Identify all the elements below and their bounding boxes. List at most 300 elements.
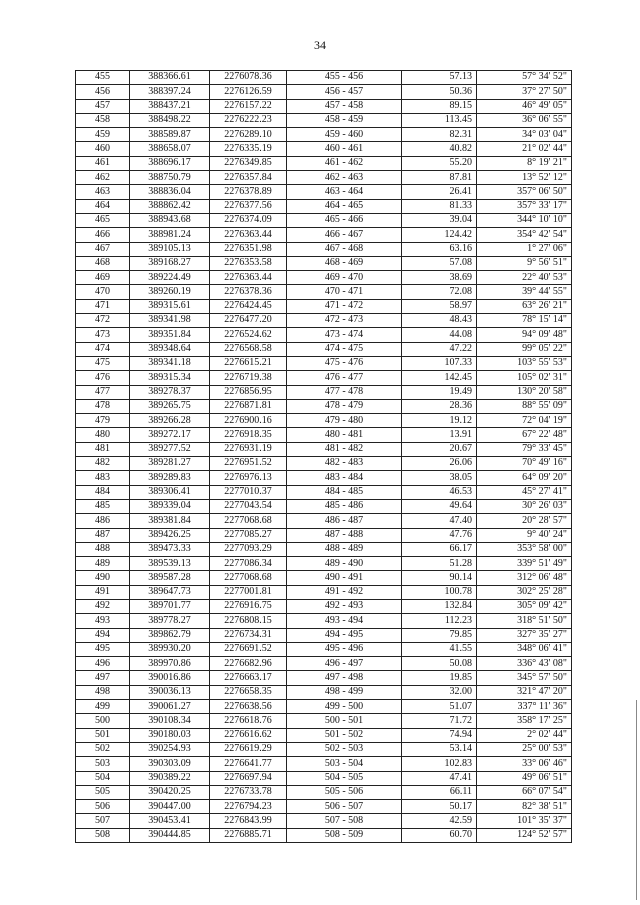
y-coordinate-cell: 2276374.09 (210, 213, 287, 227)
segment-cell: 496 - 497 (287, 657, 402, 671)
distance-cell: 47.41 (402, 771, 477, 785)
distance-cell: 50.08 (402, 657, 477, 671)
distance-cell: 28.36 (402, 399, 477, 413)
distance-cell: 90.14 (402, 571, 477, 585)
table-row (76, 542, 572, 556)
y-coordinate-cell: 2276357.84 (210, 171, 287, 185)
segment-cell: 504 - 505 (287, 771, 402, 785)
segment-cell: 464 - 465 (287, 199, 402, 213)
segment-cell: 508 - 509 (287, 828, 402, 842)
y-coordinate-cell: 2276222.23 (210, 113, 287, 127)
segment-cell: 491 - 492 (287, 585, 402, 599)
y-coordinate-cell: 2276351.98 (210, 242, 287, 256)
y-coordinate-cell: 2276843.99 (210, 814, 287, 828)
table-row (76, 814, 572, 828)
y-coordinate-cell: 2276568.58 (210, 342, 287, 356)
segment-cell: 459 - 460 (287, 128, 402, 142)
point-number-cell: 475 (76, 356, 130, 370)
bearing-cell: 2° 02' 44" (477, 728, 572, 742)
table-row (76, 599, 572, 613)
y-coordinate-cell: 2276638.56 (210, 700, 287, 714)
y-coordinate-cell: 2277093.29 (210, 542, 287, 556)
x-coordinate-cell: 388943.68 (130, 213, 210, 227)
point-number-cell: 458 (76, 113, 130, 127)
segment-cell: 475 - 476 (287, 356, 402, 370)
bearing-cell: 70° 49' 16" (477, 457, 572, 471)
y-coordinate-cell: 2276641.77 (210, 757, 287, 771)
segment-cell: 482 - 483 (287, 457, 402, 471)
distance-cell: 50.17 (402, 800, 477, 814)
x-coordinate-cell: 390036.13 (130, 685, 210, 699)
x-coordinate-cell: 389930.20 (130, 642, 210, 656)
segment-cell: 461 - 462 (287, 156, 402, 170)
distance-cell: 87.81 (402, 171, 477, 185)
bearing-cell: 101° 35' 37" (477, 814, 572, 828)
x-coordinate-cell: 389862.79 (130, 628, 210, 642)
segment-cell: 465 - 466 (287, 213, 402, 227)
point-number-cell: 470 (76, 285, 130, 299)
table-row (76, 728, 572, 742)
y-coordinate-cell: 2276733.78 (210, 785, 287, 799)
bearing-cell: 25° 00' 53" (477, 742, 572, 756)
x-coordinate-cell: 389381.84 (130, 514, 210, 528)
segment-cell: 502 - 503 (287, 742, 402, 756)
point-number-cell: 474 (76, 342, 130, 356)
y-coordinate-cell: 2276378.89 (210, 185, 287, 199)
distance-cell: 124.42 (402, 228, 477, 242)
segment-cell: 499 - 500 (287, 700, 402, 714)
y-coordinate-cell: 2276353.58 (210, 256, 287, 270)
x-coordinate-cell: 389278.37 (130, 385, 210, 399)
point-number-cell: 483 (76, 471, 130, 485)
y-coordinate-cell: 2276616.62 (210, 728, 287, 742)
point-number-cell: 464 (76, 199, 130, 213)
x-coordinate-cell: 389277.52 (130, 442, 210, 456)
point-number-cell: 488 (76, 542, 130, 556)
distance-cell: 100.78 (402, 585, 477, 599)
distance-cell: 50.36 (402, 85, 477, 99)
x-coordinate-cell: 390453.41 (130, 814, 210, 828)
bearing-cell: 64° 09' 20" (477, 471, 572, 485)
bearing-cell: 336° 43' 08" (477, 657, 572, 671)
bearing-cell: 46° 49' 05" (477, 99, 572, 113)
distance-cell: 81.33 (402, 199, 477, 213)
segment-cell: 507 - 508 (287, 814, 402, 828)
x-coordinate-cell: 389306.41 (130, 485, 210, 499)
distance-cell: 63.16 (402, 242, 477, 256)
bearing-cell: 45° 27' 41" (477, 485, 572, 499)
table-row (76, 785, 572, 799)
table-row (76, 485, 572, 499)
point-number-cell: 494 (76, 628, 130, 642)
point-number-cell: 491 (76, 585, 130, 599)
distance-cell: 47.40 (402, 514, 477, 528)
x-coordinate-cell: 389970.86 (130, 657, 210, 671)
y-coordinate-cell: 2276377.56 (210, 199, 287, 213)
bearing-cell: 88° 55' 09" (477, 399, 572, 413)
bearing-cell: 37° 27' 50" (477, 85, 572, 99)
x-coordinate-cell: 389348.64 (130, 342, 210, 356)
segment-cell: 488 - 489 (287, 542, 402, 556)
page-number: 34 (314, 38, 326, 52)
point-number-cell: 486 (76, 514, 130, 528)
bearing-cell: 9° 56' 51" (477, 256, 572, 270)
distance-cell: 41.55 (402, 642, 477, 656)
x-coordinate-cell: 388750.79 (130, 171, 210, 185)
point-number-cell: 498 (76, 685, 130, 699)
distance-cell: 38.05 (402, 471, 477, 485)
segment-cell: 487 - 488 (287, 528, 402, 542)
bearing-cell: 124° 52' 57" (477, 828, 572, 842)
table-row (76, 342, 572, 356)
distance-cell: 42.59 (402, 814, 477, 828)
x-coordinate-cell: 388397.24 (130, 85, 210, 99)
distance-cell: 57.08 (402, 256, 477, 270)
y-coordinate-cell: 2276682.96 (210, 657, 287, 671)
table-row (76, 156, 572, 170)
point-number-cell: 487 (76, 528, 130, 542)
distance-cell: 46.53 (402, 485, 477, 499)
bearing-cell: 312° 06' 48" (477, 571, 572, 585)
bearing-cell: 72° 04' 19" (477, 414, 572, 428)
table-row (76, 85, 572, 99)
segment-cell: 494 - 495 (287, 628, 402, 642)
x-coordinate-cell: 389168.27 (130, 256, 210, 270)
x-coordinate-cell: 389778.27 (130, 614, 210, 628)
bearing-cell: 339° 51' 49" (477, 557, 572, 571)
table-row (76, 457, 572, 471)
distance-cell: 47.76 (402, 528, 477, 542)
table-row (76, 185, 572, 199)
point-number-cell: 479 (76, 414, 130, 428)
x-coordinate-cell: 389224.49 (130, 271, 210, 285)
x-coordinate-cell: 390303.09 (130, 757, 210, 771)
y-coordinate-cell: 2276916.75 (210, 599, 287, 613)
y-coordinate-cell: 2276719.38 (210, 371, 287, 385)
point-number-cell: 497 (76, 671, 130, 685)
bearing-cell: 103° 55' 53" (477, 356, 572, 370)
point-number-cell: 481 (76, 442, 130, 456)
point-number-cell: 478 (76, 399, 130, 413)
point-number-cell: 455 (76, 71, 130, 85)
segment-cell: 497 - 498 (287, 671, 402, 685)
distance-cell: 112.23 (402, 614, 477, 628)
table-row (76, 414, 572, 428)
bearing-cell: 79° 33' 45" (477, 442, 572, 456)
point-number-cell: 471 (76, 299, 130, 313)
distance-cell: 74.94 (402, 728, 477, 742)
segment-cell: 460 - 461 (287, 142, 402, 156)
point-number-cell: 459 (76, 128, 130, 142)
y-coordinate-cell: 2276734.31 (210, 628, 287, 642)
bearing-cell: 94° 09' 48" (477, 328, 572, 342)
point-number-cell: 485 (76, 499, 130, 513)
distance-cell: 19.85 (402, 671, 477, 685)
x-coordinate-cell: 388696.17 (130, 156, 210, 170)
bearing-cell: 49° 06' 51" (477, 771, 572, 785)
y-coordinate-cell: 2276289.10 (210, 128, 287, 142)
x-coordinate-cell: 389701.77 (130, 599, 210, 613)
y-coordinate-cell: 2276424.45 (210, 299, 287, 313)
table-row (76, 642, 572, 656)
segment-cell: 485 - 486 (287, 499, 402, 513)
x-coordinate-cell: 389473.33 (130, 542, 210, 556)
point-number-cell: 506 (76, 800, 130, 814)
point-number-cell: 473 (76, 328, 130, 342)
bearing-cell: 21° 02' 44" (477, 142, 572, 156)
bearing-cell: 30° 26' 03" (477, 499, 572, 513)
point-number-cell: 499 (76, 700, 130, 714)
point-number-cell: 472 (76, 314, 130, 328)
y-coordinate-cell: 2276335.19 (210, 142, 287, 156)
segment-cell: 471 - 472 (287, 299, 402, 313)
bearing-cell: 1° 27' 06" (477, 242, 572, 256)
segment-cell: 489 - 490 (287, 557, 402, 571)
x-coordinate-cell: 389426.25 (130, 528, 210, 542)
bearing-cell: 20° 28' 57" (477, 514, 572, 528)
bearing-cell: 105° 02' 31" (477, 371, 572, 385)
distance-cell: 132.84 (402, 599, 477, 613)
x-coordinate-cell: 389341.98 (130, 314, 210, 328)
segment-cell: 495 - 496 (287, 642, 402, 656)
table-row (76, 528, 572, 542)
bearing-cell: 353° 58' 00" (477, 542, 572, 556)
table-row (76, 614, 572, 628)
x-coordinate-cell: 388437.21 (130, 99, 210, 113)
bearing-cell: 34° 03' 04" (477, 128, 572, 142)
table-row (76, 128, 572, 142)
table-row (76, 571, 572, 585)
point-number-cell: 465 (76, 213, 130, 227)
point-number-cell: 505 (76, 785, 130, 799)
point-number-cell: 462 (76, 171, 130, 185)
table-row (76, 385, 572, 399)
y-coordinate-cell: 2276349.85 (210, 156, 287, 170)
y-coordinate-cell: 2276976.13 (210, 471, 287, 485)
distance-cell: 49.64 (402, 499, 477, 513)
table-row (76, 242, 572, 256)
x-coordinate-cell: 389266.28 (130, 414, 210, 428)
y-coordinate-cell: 2276658.35 (210, 685, 287, 699)
segment-cell: 473 - 474 (287, 328, 402, 342)
point-number-cell: 468 (76, 256, 130, 270)
x-coordinate-cell: 390389.22 (130, 771, 210, 785)
point-number-cell: 467 (76, 242, 130, 256)
y-coordinate-cell: 2276663.17 (210, 671, 287, 685)
segment-cell: 503 - 504 (287, 757, 402, 771)
segment-cell: 484 - 485 (287, 485, 402, 499)
x-coordinate-cell: 389272.17 (130, 428, 210, 442)
table-row (76, 557, 572, 571)
distance-cell: 32.00 (402, 685, 477, 699)
bearing-cell: 13° 52' 12" (477, 171, 572, 185)
segment-cell: 483 - 484 (287, 471, 402, 485)
y-coordinate-cell: 2276918.35 (210, 428, 287, 442)
x-coordinate-cell: 389105.13 (130, 242, 210, 256)
point-number-cell: 463 (76, 185, 130, 199)
distance-cell: 13.91 (402, 428, 477, 442)
segment-cell: 477 - 478 (287, 385, 402, 399)
table-row (76, 142, 572, 156)
y-coordinate-cell: 2276157.22 (210, 99, 287, 113)
x-coordinate-cell: 389587.28 (130, 571, 210, 585)
segment-cell: 506 - 507 (287, 800, 402, 814)
x-coordinate-cell: 389281.27 (130, 457, 210, 471)
table-row (76, 285, 572, 299)
table-row (76, 585, 572, 599)
bearing-cell: 63° 26' 21" (477, 299, 572, 313)
y-coordinate-cell: 2276931.19 (210, 442, 287, 456)
bearing-cell: 57° 34' 52" (477, 71, 572, 85)
bearing-cell: 344° 10' 10" (477, 213, 572, 227)
table-row (76, 271, 572, 285)
bearing-cell: 302° 25' 28" (477, 585, 572, 599)
bearing-cell: 354° 42' 54" (477, 228, 572, 242)
bearing-cell: 33° 06' 46" (477, 757, 572, 771)
point-number-cell: 460 (76, 142, 130, 156)
y-coordinate-cell: 2276871.81 (210, 399, 287, 413)
table-row (76, 314, 572, 328)
distance-cell: 47.22 (402, 342, 477, 356)
x-coordinate-cell: 389289.83 (130, 471, 210, 485)
table-row (76, 299, 572, 313)
table-row (76, 800, 572, 814)
segment-cell: 462 - 463 (287, 171, 402, 185)
table-row (76, 399, 572, 413)
point-number-cell: 477 (76, 385, 130, 399)
distance-cell: 113.45 (402, 113, 477, 127)
distance-cell: 72.08 (402, 285, 477, 299)
segment-cell: 456 - 457 (287, 85, 402, 99)
table-row (76, 228, 572, 242)
distance-cell: 142.45 (402, 371, 477, 385)
table-row (76, 471, 572, 485)
point-number-cell: 490 (76, 571, 130, 585)
point-number-cell: 496 (76, 657, 130, 671)
distance-cell: 102.83 (402, 757, 477, 771)
bearing-cell: 67° 22' 48" (477, 428, 572, 442)
distance-cell: 38.69 (402, 271, 477, 285)
x-coordinate-cell: 388836.04 (130, 185, 210, 199)
x-coordinate-cell: 390108.34 (130, 714, 210, 728)
table-row (76, 113, 572, 127)
distance-cell: 58.97 (402, 299, 477, 313)
distance-cell: 19.12 (402, 414, 477, 428)
point-number-cell: 476 (76, 371, 130, 385)
bearing-cell: 318° 51' 50" (477, 614, 572, 628)
point-number-cell: 482 (76, 457, 130, 471)
distance-cell: 51.07 (402, 700, 477, 714)
distance-cell: 44.08 (402, 328, 477, 342)
table-row (76, 828, 572, 842)
distance-cell: 55.20 (402, 156, 477, 170)
table-row (76, 256, 572, 270)
y-coordinate-cell: 2276900.16 (210, 414, 287, 428)
distance-cell: 71.72 (402, 714, 477, 728)
table-row (76, 514, 572, 528)
bearing-cell: 337° 11' 36" (477, 700, 572, 714)
table-row (76, 757, 572, 771)
distance-cell: 26.41 (402, 185, 477, 199)
y-coordinate-cell: 2276697.94 (210, 771, 287, 785)
bearing-cell: 99° 05' 22" (477, 342, 572, 356)
point-number-cell: 504 (76, 771, 130, 785)
segment-cell: 501 - 502 (287, 728, 402, 742)
x-coordinate-cell: 389315.34 (130, 371, 210, 385)
y-coordinate-cell: 2276524.62 (210, 328, 287, 342)
x-coordinate-cell: 389647.73 (130, 585, 210, 599)
table-row (76, 685, 572, 699)
table-row (76, 628, 572, 642)
y-coordinate-cell: 2276885.71 (210, 828, 287, 842)
point-number-cell: 507 (76, 814, 130, 828)
segment-cell: 472 - 473 (287, 314, 402, 328)
segment-cell: 498 - 499 (287, 685, 402, 699)
table-row (76, 714, 572, 728)
segment-cell: 478 - 479 (287, 399, 402, 413)
distance-cell: 89.15 (402, 99, 477, 113)
segment-cell: 500 - 501 (287, 714, 402, 728)
segment-cell: 467 - 468 (287, 242, 402, 256)
y-coordinate-cell: 2276794.23 (210, 800, 287, 814)
point-number-cell: 484 (76, 485, 130, 499)
y-coordinate-cell: 2276378.36 (210, 285, 287, 299)
bearing-cell: 9° 40' 24" (477, 528, 572, 542)
bearing-cell: 22° 40' 53" (477, 271, 572, 285)
y-coordinate-cell: 2277068.68 (210, 571, 287, 585)
segment-cell: 458 - 459 (287, 113, 402, 127)
distance-cell: 53.14 (402, 742, 477, 756)
coordinates-table (75, 70, 572, 843)
distance-cell: 40.82 (402, 142, 477, 156)
segment-cell: 470 - 471 (287, 285, 402, 299)
bearing-cell: 78° 15' 14" (477, 314, 572, 328)
distance-cell: 107.33 (402, 356, 477, 370)
distance-cell: 20.67 (402, 442, 477, 456)
table-row (76, 499, 572, 513)
x-coordinate-cell: 390180.03 (130, 728, 210, 742)
bearing-cell: 82° 38' 51" (477, 800, 572, 814)
point-number-cell: 495 (76, 642, 130, 656)
distance-cell: 26.06 (402, 457, 477, 471)
x-coordinate-cell: 390061.27 (130, 700, 210, 714)
table-row (76, 742, 572, 756)
point-number-cell: 480 (76, 428, 130, 442)
segment-cell: 466 - 467 (287, 228, 402, 242)
y-coordinate-cell: 2277043.54 (210, 499, 287, 513)
distance-cell: 66.11 (402, 785, 477, 799)
y-coordinate-cell: 2276618.76 (210, 714, 287, 728)
bearing-cell: 66° 07' 54" (477, 785, 572, 799)
table-row (76, 671, 572, 685)
segment-cell: 457 - 458 (287, 99, 402, 113)
segment-cell: 463 - 464 (287, 185, 402, 199)
point-number-cell: 492 (76, 599, 130, 613)
bearing-cell: 305° 09' 42" (477, 599, 572, 613)
x-coordinate-cell: 390254.93 (130, 742, 210, 756)
distance-cell: 60.70 (402, 828, 477, 842)
coordinates-table-body (76, 71, 572, 843)
point-number-cell: 461 (76, 156, 130, 170)
y-coordinate-cell: 2277085.27 (210, 528, 287, 542)
segment-cell: 493 - 494 (287, 614, 402, 628)
scan-edge-line (636, 700, 637, 900)
table-row (76, 442, 572, 456)
table-row (76, 657, 572, 671)
y-coordinate-cell: 2276363.44 (210, 228, 287, 242)
x-coordinate-cell: 389539.13 (130, 557, 210, 571)
x-coordinate-cell: 389341.18 (130, 356, 210, 370)
